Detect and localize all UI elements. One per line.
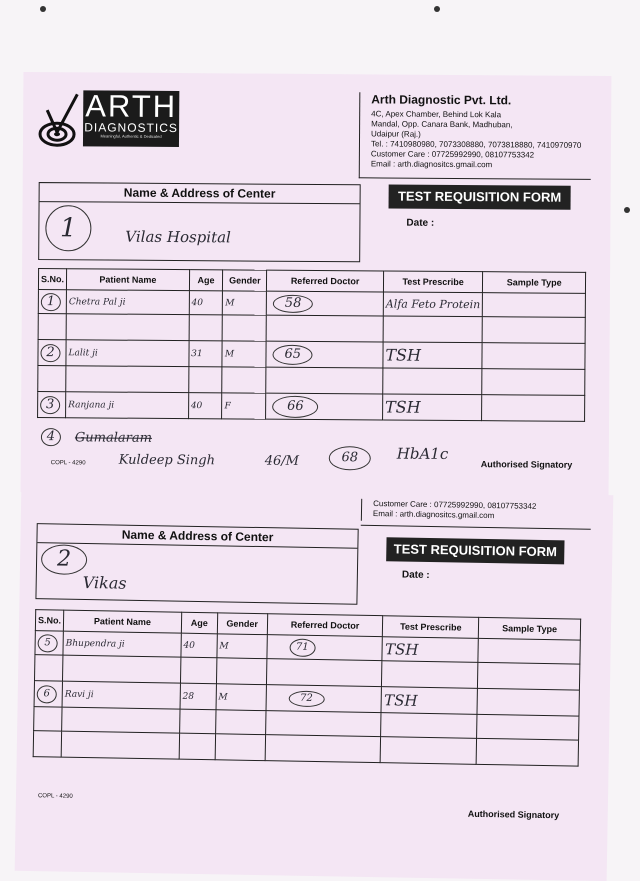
patient-name-cell: Bhupendra ji	[63, 631, 181, 657]
extra-patient-name: Kuldeep Singh	[118, 452, 216, 469]
center-number: 2	[41, 544, 88, 575]
requisition-form-1	[21, 72, 612, 496]
header-divider	[359, 92, 361, 178]
gender-cell: M	[222, 341, 266, 367]
center-name: Vilas Hospital	[125, 227, 231, 247]
form-title: TEST REQUISITION FORM	[386, 537, 564, 564]
sno-cell: 6	[34, 681, 62, 707]
column-header: Referred Doctor	[267, 270, 384, 292]
logo	[83, 90, 179, 147]
patient-name-cell: Ravi ji	[62, 681, 180, 709]
column-header: Age	[181, 612, 217, 634]
table-row	[38, 340, 585, 370]
center-box-label: Name & Address of Center	[121, 527, 274, 545]
customer-care: Customer Care : 07725992990, 08107753342	[373, 499, 537, 511]
center-box-label: Name & Address of Center	[123, 185, 276, 201]
test-cell: TSH	[383, 342, 483, 369]
age-cell: 40	[188, 393, 222, 419]
test-cell: TSH	[382, 394, 482, 421]
patient-table	[33, 609, 581, 767]
punch-hole	[434, 6, 440, 12]
column-header: Gender	[217, 613, 267, 635]
company-phone: Tel. : 7410980980, 7073308880, 7073818880, 7410970970	[370, 139, 582, 150]
extra-test: HbA1c	[396, 444, 449, 463]
column-header: Gender	[223, 270, 267, 291]
doctor-cell: 66	[266, 393, 383, 420]
doctor-cell: 72	[266, 685, 382, 713]
contact-block	[373, 499, 603, 523]
struck-name: Gumalaram	[74, 430, 153, 446]
authorised-signatory: Authorised Signatory	[467, 808, 560, 821]
patient-table	[37, 268, 586, 422]
sno-cell: 3	[38, 392, 66, 418]
test-cell: TSH	[382, 637, 478, 663]
extra-sno: 4	[41, 428, 61, 446]
column-header: Sample Type	[483, 272, 586, 294]
center-box	[38, 182, 361, 262]
company-customer-care: Customer Care : 07725992990, 08107753342	[370, 149, 535, 160]
company-block	[371, 92, 608, 171]
email: Email : arth.diagnositcs.gmail.com	[372, 509, 495, 521]
company-address-line: 4C, Apex Chamber, Behind Lok Kala	[371, 109, 502, 120]
company-name: Arth Diagnostic Pvt. Ltd.	[371, 92, 512, 108]
table-row	[38, 366, 585, 396]
doctor-cell: 71	[267, 635, 383, 661]
column-header: Age	[189, 270, 223, 291]
age-cell: 40	[189, 291, 223, 315]
age-cell: 31	[189, 341, 223, 367]
logo-sub-text: DIAGNOSTICS	[84, 120, 178, 136]
form-code: COPL - 4290	[37, 793, 73, 800]
sample-type-cell	[482, 343, 585, 370]
sno-cell: 2	[38, 340, 66, 366]
table-row	[38, 314, 585, 344]
sample-type-cell	[483, 293, 586, 318]
gender-cell: F	[222, 393, 266, 419]
patient-name-cell: Chetra Pal ji	[66, 290, 189, 315]
doctor-cell: 58	[267, 291, 384, 316]
patient-name-cell: Ranjana ji	[66, 392, 189, 419]
form-code: COPL - 4290	[50, 460, 86, 467]
company-address-line: Udaipur (Raj.)	[371, 129, 421, 139]
punch-hole	[624, 207, 630, 213]
header-divider	[361, 499, 362, 521]
sno-cell: 1	[38, 290, 66, 314]
logo-tagline: Meaningful, Authentic & Dedicated	[100, 133, 162, 139]
table-row	[38, 392, 585, 422]
logo-target-icon	[37, 90, 81, 150]
center-box	[35, 523, 358, 605]
logo-main-text: ARTH	[85, 88, 178, 125]
extra-entry	[39, 428, 359, 480]
doctor-cell: 65	[266, 341, 383, 368]
extra-doctor: 68	[329, 446, 371, 470]
column-header: Referred Doctor	[267, 614, 383, 637]
gender-cell: M	[216, 684, 266, 711]
date-label: Date :	[401, 569, 430, 582]
date-label: Date :	[406, 217, 435, 229]
header-rule	[359, 177, 591, 180]
sno-cell: 5	[35, 631, 63, 655]
authorised-signatory: Authorised Signatory	[480, 459, 573, 470]
column-header: Test Prescribe	[383, 271, 483, 293]
age-cell: 40	[181, 633, 217, 658]
sample-type-cell	[482, 395, 585, 422]
test-cell: Alfa Feto Protein	[383, 292, 483, 317]
sample-type-cell	[477, 688, 579, 716]
company-email: Email : arth.diagnositcs.gmail.com	[370, 159, 493, 170]
center-number: 1	[45, 205, 91, 251]
extra-age-gender: 46/M	[264, 453, 300, 469]
column-header: S.No.	[35, 610, 63, 631]
age-cell: 28	[180, 683, 216, 710]
sample-type-cell	[478, 638, 580, 664]
center-name: Vikas	[82, 572, 127, 593]
gender-cell: M	[223, 291, 267, 315]
column-header: Sample Type	[479, 617, 581, 640]
punch-hole	[40, 6, 46, 12]
column-header: Test Prescribe	[383, 616, 479, 639]
column-header: S.No.	[38, 269, 66, 290]
column-header: Patient Name	[66, 269, 189, 291]
column-header: Patient Name	[63, 610, 181, 633]
header-rule	[361, 525, 591, 530]
test-cell: TSH	[381, 687, 477, 715]
requisition-form-2	[15, 485, 614, 881]
gender-cell: M	[217, 634, 267, 659]
form-title: TEST REQUISITION FORM	[389, 185, 571, 210]
company-address-line: Mandal, Opp. Canara Bank, Madhuban,	[371, 119, 513, 130]
patient-name-cell: Lalit ji	[66, 340, 189, 367]
